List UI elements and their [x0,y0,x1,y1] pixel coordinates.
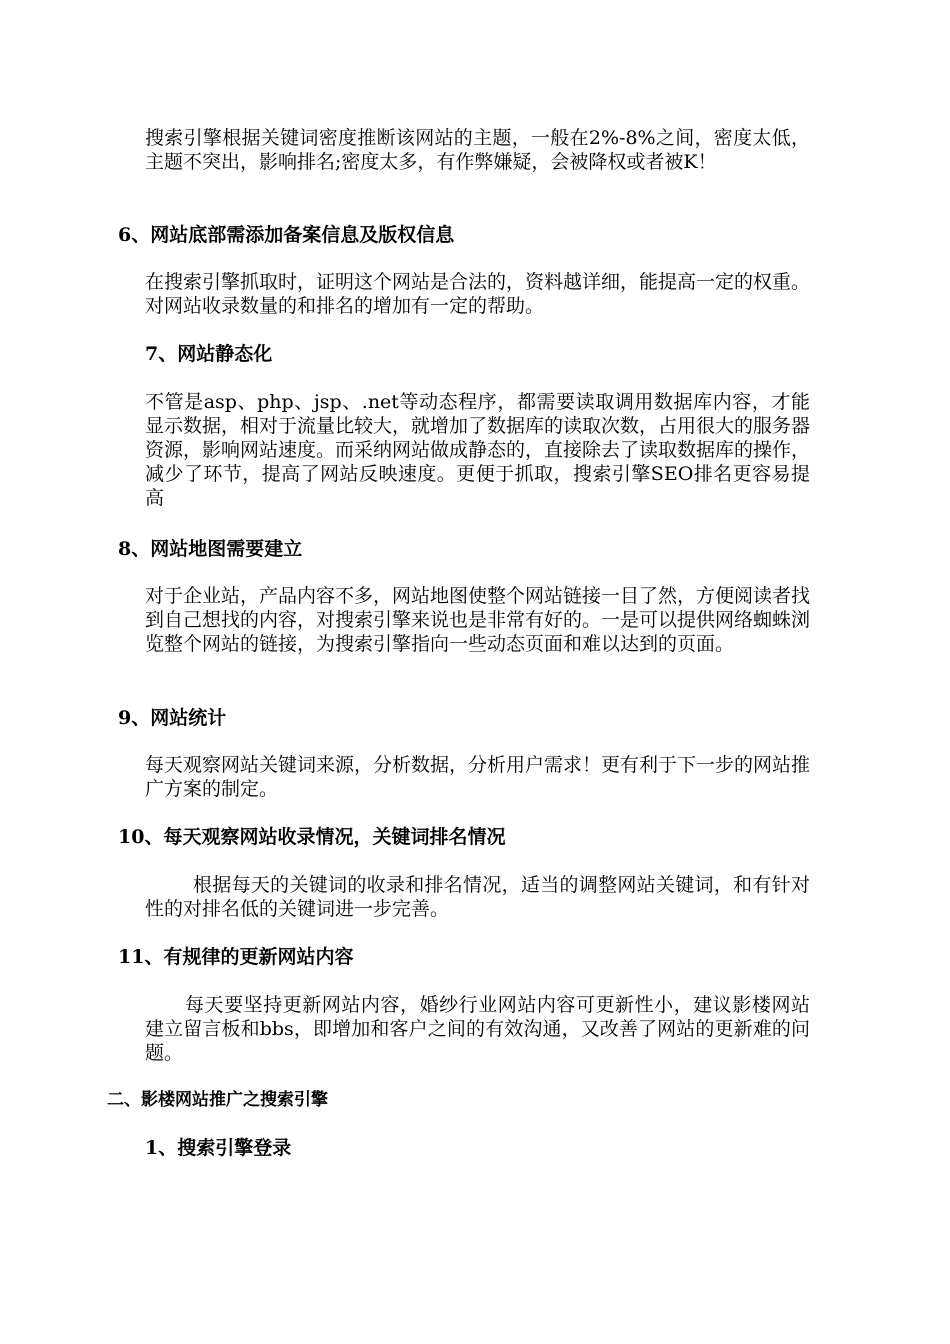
heading-9-site-statistics: 9、网站统计 [118,707,227,729]
paragraph-site-statistics: 每天观察网站关键词来源，分析数据，分析用户需求！更有利于下一步的网站推广方案的制定。 [145,754,811,800]
heading-6-record-info: 6、网站底部需添加备案信息及版权信息 [118,224,455,246]
heading-1-search-engine-login: 1、搜索引擎登录 [145,1137,292,1159]
paragraph-sitemap: 对于企业站，产品内容不多，网站地图使整个网站链接一目了然，方便阅读者找到自己想找的内容，对搜索引擎来说也是非常有好的。一是可以提供网络蜘蛛浏览整个网站的链接，为搜索引擎指向一些动态页面和难以达到的页面。 [145,585,811,655]
paragraph-record-info: 在搜索引擎抓取时，证明这个网站是合法的，资料越详细，能提高一定的权重。对网站收录数量的和排名的增加有一定的帮助。 [145,271,811,317]
section-heading-search-engine: 二、影楼网站推广之搜索引擎 [107,1090,328,1110]
heading-7-static-site: 7、网站静态化 [145,343,273,365]
heading-8-sitemap: 8、网站地图需要建立 [118,538,303,560]
heading-10-daily-observation: 10、每天观察网站收录情况，关键词排名情况 [118,826,506,848]
heading-11-regular-updates: 11、有规律的更新网站内容 [118,946,354,968]
paragraph-regular-updates: 每天要坚持更新网站内容，婚纱行业网站内容可更新性小，建议影楼网站建立留言板和bbs，即增加和客户之间的有效沟通，又改善了网站的更新难的问题。 [145,994,810,1064]
paragraph-daily-observation: 根据每天的关键词的收录和排名情况，适当的调整网站关键词，和有针对性的对排名低的关键词进一步完善。 [145,874,810,920]
paragraph-keyword-density: 搜索引擎根据关键词密度推断该网站的主题，一般在2%-8%之间，密度太低，主题不突出，影响排名;密度太多，有作弊嫌疑，会被降权或者被K！ [145,127,810,173]
paragraph-static-site: 不管是asp、php、jsp、.net等动态程序，都需要读取调用数据库内容，才能显示数据，相对于流量比较大，就增加了数据库的读取次数，占用很大的服务器资源，影响网站速度。而采纳网站做成静态的，直接除去了读取数据库的操作，减少了环节，提高了网站反映速度。更便于抓取，搜索引擎SEO排名更容易提高 [145,391,811,509]
